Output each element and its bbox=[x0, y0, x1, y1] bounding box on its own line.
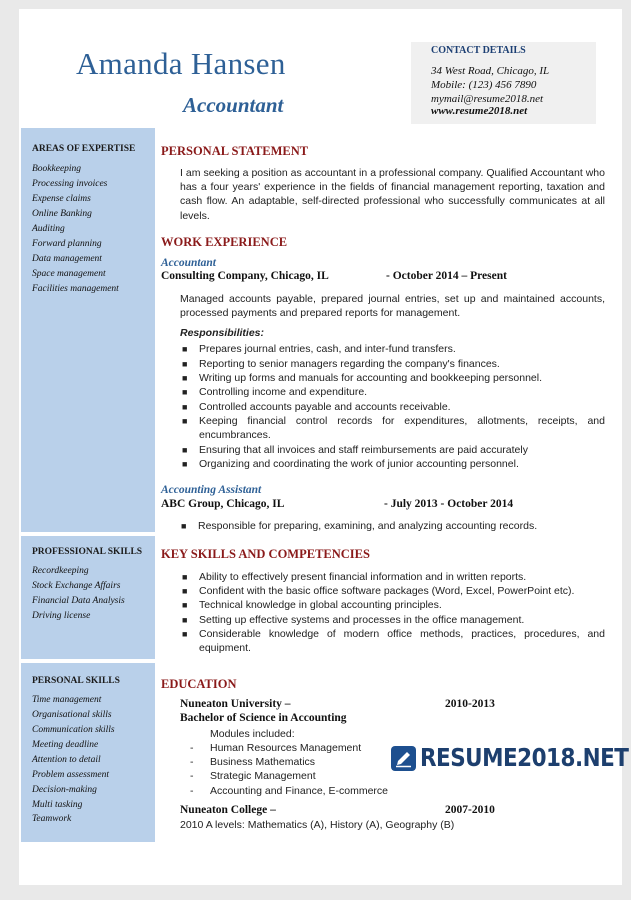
expertise-item: Auditing bbox=[32, 224, 65, 234]
bullet-icon: ■ bbox=[182, 402, 188, 412]
skill-item: ■ Setting up effective systems and processes in the office management. bbox=[182, 614, 525, 626]
skill-item: ■ Confident with the basic office software packages (Word, Excel, PowerPoint etc). bbox=[182, 585, 575, 597]
responsibility-item: ■ Prepares journal entries, cash, and inter-fund transfers. bbox=[182, 343, 456, 355]
sidebar-divider bbox=[21, 659, 155, 663]
bullet-icon: ■ bbox=[182, 373, 188, 383]
college-detail: 2010 A levels: Mathematics (A), History (A), Geography (B) bbox=[180, 819, 455, 831]
bullet-icon: ■ bbox=[182, 445, 188, 455]
personal-item: Meeting deadline bbox=[32, 740, 99, 750]
responsibility-item: ■ Keeping financial control records for expenditures, allotments, receipts, and encumbrances. bbox=[182, 415, 605, 442]
experience-heading: WORK EXPERIENCE bbox=[161, 235, 288, 249]
job-dates: - October 2014 – Present bbox=[386, 270, 507, 282]
bullet-icon: ■ bbox=[182, 387, 188, 397]
expertise-item: Expense claims bbox=[32, 194, 91, 204]
professional-item: Stock Exchange Affairs bbox=[32, 581, 121, 591]
contact-address: 34 West Road, Chicago, IL bbox=[431, 65, 550, 77]
expertise-item: Processing invoices bbox=[32, 179, 108, 189]
skills-heading: KEY SKILLS AND COMPETENCIES bbox=[161, 547, 370, 561]
site-logo bbox=[391, 743, 629, 773]
skill-item: ■ Technical knowledge in global accounting principles. bbox=[182, 599, 442, 611]
contact-website[interactable]: www.resume2018.net bbox=[431, 105, 528, 117]
personal-item: Teamwork bbox=[32, 814, 72, 824]
bullet-icon: ■ bbox=[182, 572, 188, 582]
bullet-icon: ■ bbox=[182, 359, 188, 369]
professional-item: Financial Data Analysis bbox=[32, 596, 125, 606]
responsibility-item: ■ Controlling income and expenditure. bbox=[182, 386, 368, 398]
responsibility-item: ■ Writing up forms and manuals for accounting and bookkeeping personnel. bbox=[182, 372, 543, 384]
responsibility-item: ■ Ensuring that all invoices and staff reimbursements are paid accurately bbox=[182, 444, 528, 456]
job-company: ABC Group, Chicago, IL bbox=[161, 498, 285, 510]
contact-mobile: Mobile: (123) 456 7890 bbox=[431, 79, 537, 91]
personal-item: Communication skills bbox=[32, 725, 115, 735]
pen-icon bbox=[391, 746, 416, 771]
sidebar-divider bbox=[21, 532, 155, 536]
logo-text: RESUME2018.NET bbox=[420, 743, 629, 772]
personal-item: Problem assessment bbox=[32, 770, 109, 780]
personal-item: Multi tasking bbox=[32, 800, 83, 810]
university-dates: 2010-2013 bbox=[445, 698, 495, 710]
skill-item: ■ Considerable knowledge of modern office methods, practices, procedures, and equipment. bbox=[182, 628, 605, 655]
college-name: Nuneaton College – bbox=[180, 804, 276, 816]
expertise-item: Data management bbox=[32, 254, 102, 264]
personal-item: Time management bbox=[32, 695, 102, 705]
bullet-icon: ■ bbox=[182, 459, 188, 469]
modules-label: Modules included: bbox=[210, 728, 295, 740]
job-dates: - July 2013 - October 2014 bbox=[384, 498, 514, 510]
personal-item: Decision-making bbox=[32, 785, 97, 795]
expertise-item: Bookkeeping bbox=[32, 164, 82, 174]
professional-item: Recordkeeping bbox=[32, 566, 89, 576]
personal-heading: PERSONAL SKILLS bbox=[32, 676, 120, 686]
module-item: - Strategic Management bbox=[190, 770, 316, 782]
skill-item: ■ Ability to effectively present financial information and in written reports. bbox=[182, 571, 527, 583]
bullet-icon: ■ bbox=[182, 416, 188, 426]
degree-name: Bachelor of Science in Accounting bbox=[180, 712, 347, 724]
expertise-item: Forward planning bbox=[32, 239, 102, 249]
statement-text: I am seeking a position as accountant in a professional company. Qualified Accountant who has a four years' experience in the fields of financial management reporting, taxation and cash flow. An adaptable, self-directed professional who successfully communicates at all levels. bbox=[180, 167, 605, 222]
bullet-icon: ■ bbox=[181, 521, 187, 531]
bullet-icon: ■ bbox=[182, 344, 188, 354]
statement-heading: PERSONAL STATEMENT bbox=[161, 144, 309, 158]
contact-heading: CONTACT DETAILS bbox=[431, 45, 526, 56]
contact-email[interactable]: mymail@resume2018.net bbox=[431, 93, 544, 105]
expertise-item: Online Banking bbox=[32, 209, 92, 219]
job-company: Consulting Company, Chicago, IL bbox=[161, 270, 329, 282]
module-item: - Accounting and Finance, E-commerce bbox=[190, 785, 389, 797]
personal-item: Attention to detail bbox=[32, 755, 101, 765]
professional-heading: PROFESSIONAL SKILLS bbox=[32, 547, 143, 557]
bullet-icon: ■ bbox=[182, 629, 188, 639]
education-heading: EDUCATION bbox=[161, 677, 237, 691]
sidebar bbox=[21, 128, 155, 842]
expertise-heading: AREAS OF EXPERTISE bbox=[32, 144, 136, 154]
professional-item: Driving license bbox=[32, 611, 91, 621]
university-name: Nuneaton University – bbox=[180, 698, 291, 710]
personal-item: Organisational skills bbox=[32, 710, 112, 720]
responsibility-item: ■ Responsible for preparing, examining, and analyzing accounting records. bbox=[181, 520, 538, 532]
bullet-icon: ■ bbox=[182, 600, 188, 610]
expertise-item: Facilities management bbox=[32, 284, 119, 294]
bullet-icon: ■ bbox=[182, 615, 188, 625]
responsibility-item: ■ Controlled accounts payable and accounts receivable. bbox=[182, 401, 451, 413]
bullet-icon: ■ bbox=[182, 586, 188, 596]
job-title: Accountant bbox=[161, 257, 216, 269]
expertise-item: Space management bbox=[32, 269, 106, 279]
candidate-role: Accountant bbox=[183, 93, 284, 117]
module-item: - Human Resources Management bbox=[190, 742, 362, 754]
candidate-name: Amanda Hansen bbox=[76, 46, 286, 81]
module-item: - Business Mathematics bbox=[190, 756, 316, 768]
job-title: Accounting Assistant bbox=[161, 484, 262, 496]
responsibilities-heading: Responsibilities: bbox=[180, 327, 265, 339]
college-dates: 2007-2010 bbox=[445, 804, 495, 816]
responsibility-item: ■ Organizing and coordinating the work of junior accounting personnel. bbox=[182, 458, 519, 470]
job-summary: Managed accounts payable, prepared journal entries, set up and maintained accounts, processed payments and prepared reports for management. bbox=[180, 293, 605, 320]
contact-box bbox=[411, 42, 596, 124]
responsibility-item: ■ Reporting to senior managers regarding the company's finances. bbox=[182, 358, 500, 370]
